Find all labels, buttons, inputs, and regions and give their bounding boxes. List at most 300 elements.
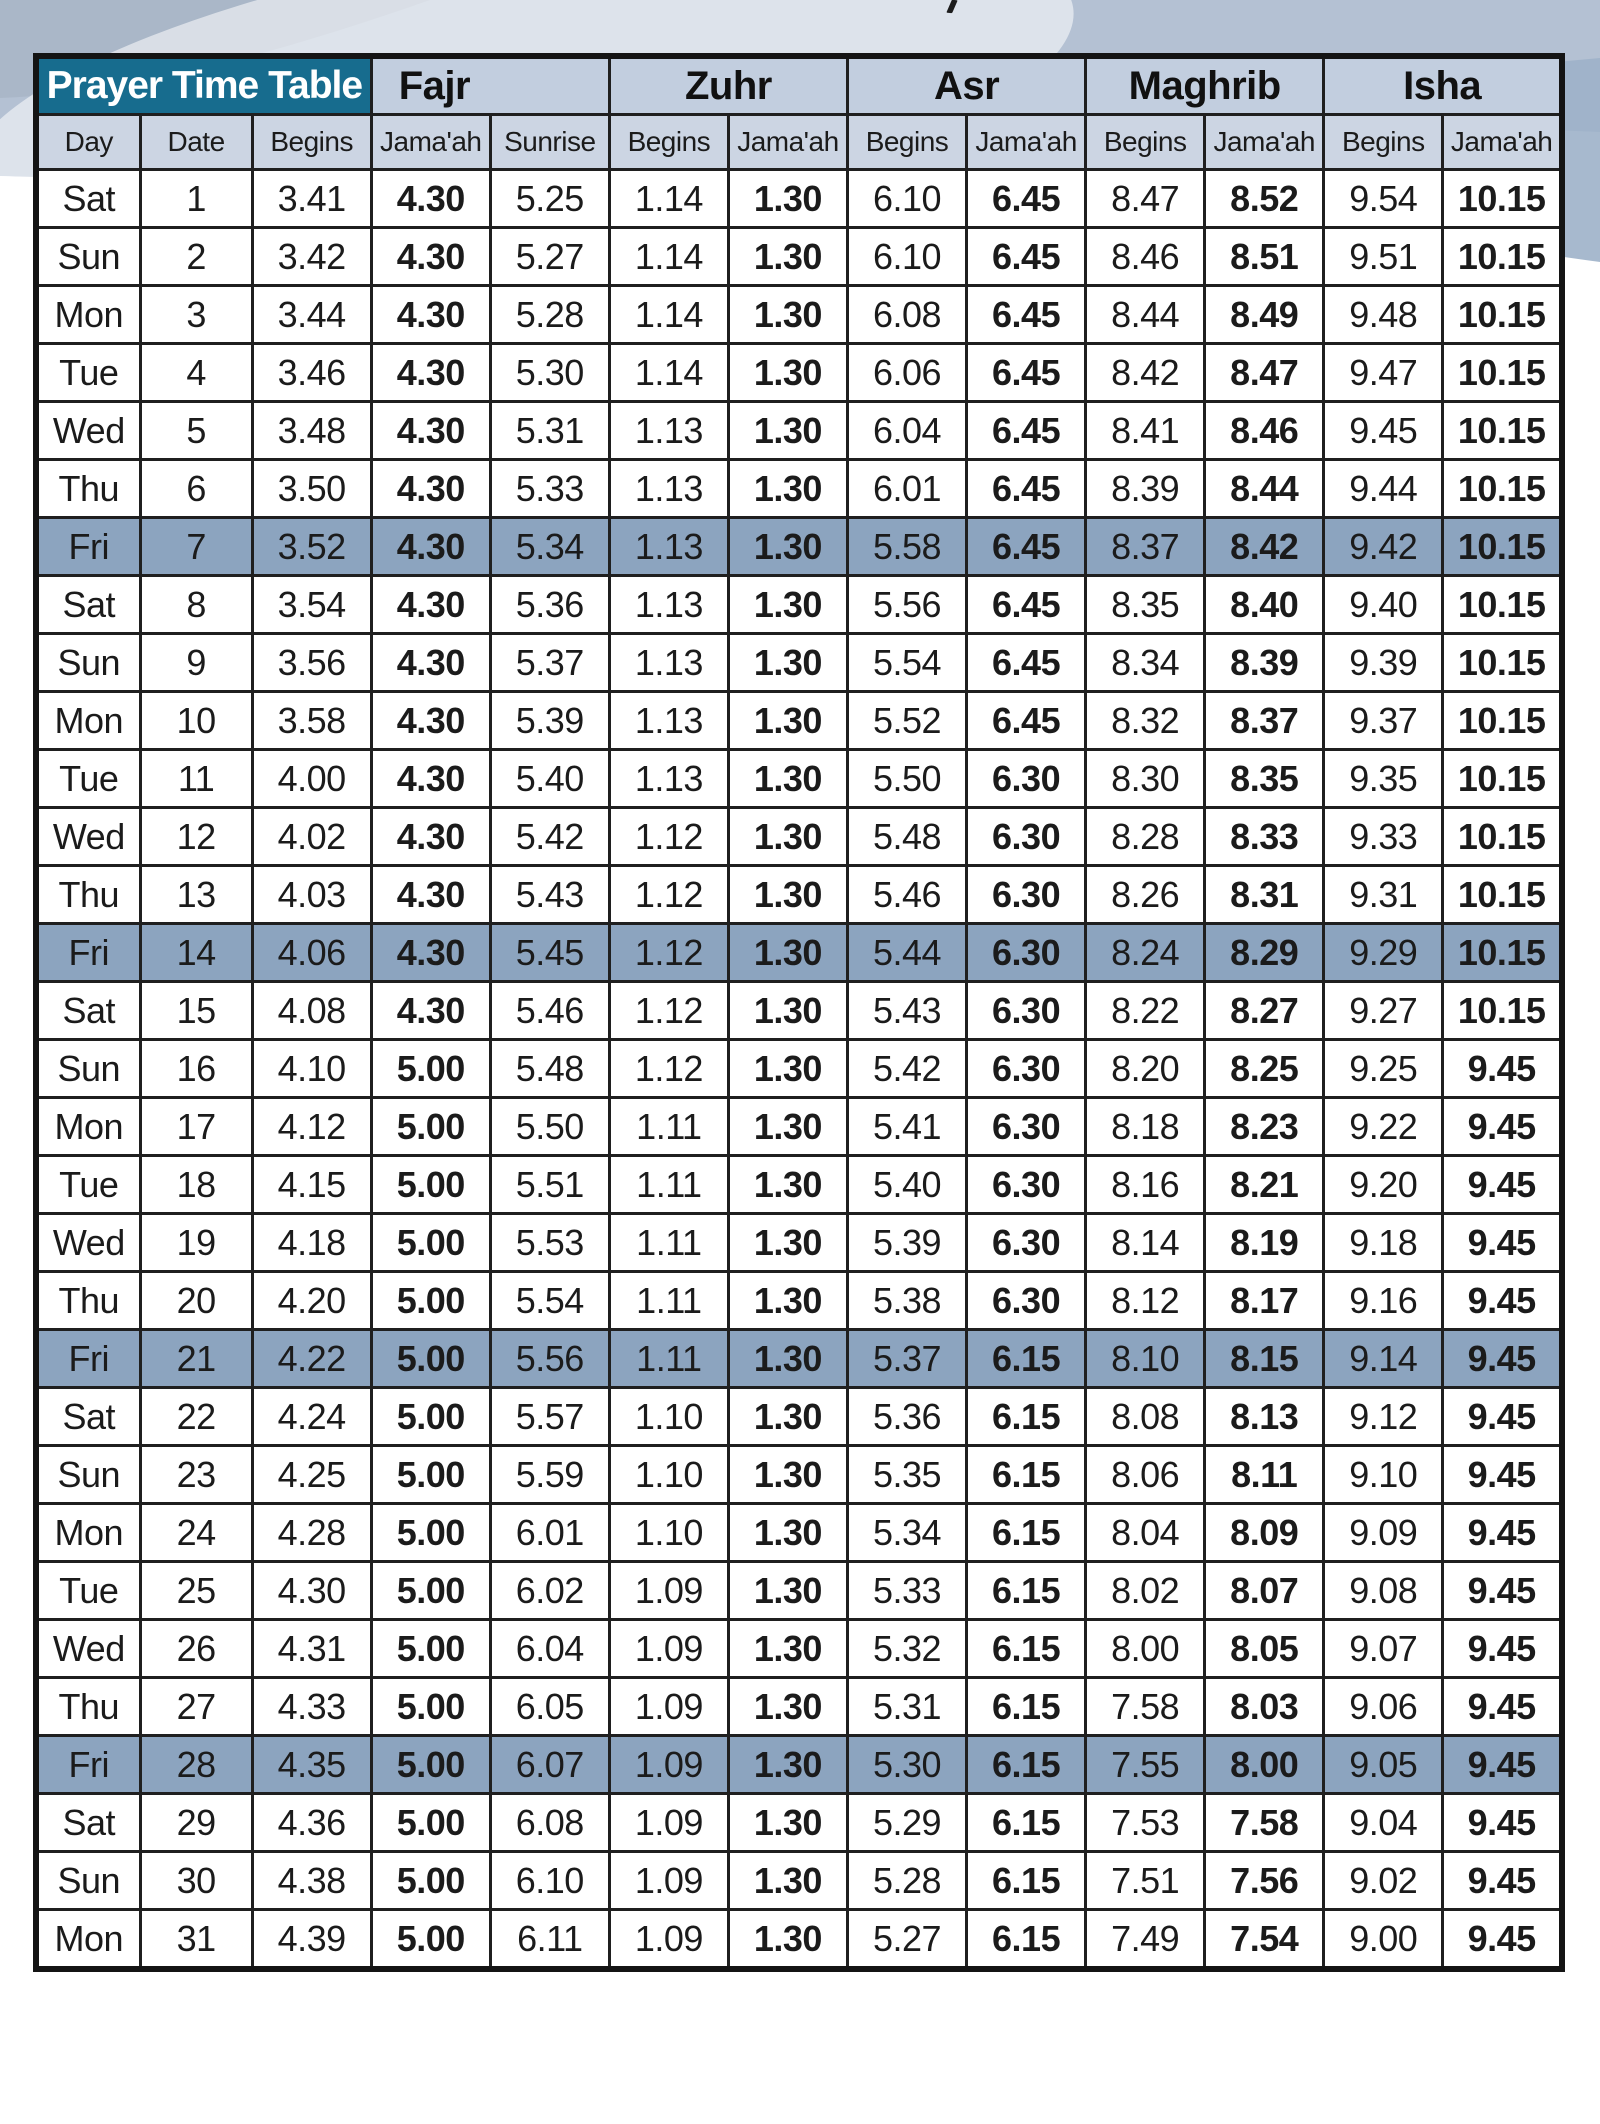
time-cell: 8.51 [1205, 228, 1324, 286]
time-cell: 10.15 [1443, 170, 1562, 228]
time-cell: 1.30 [728, 1620, 847, 1678]
date-cell: 15 [140, 982, 252, 1040]
time-cell: 5.52 [847, 692, 966, 750]
time-cell: 8.16 [1086, 1156, 1205, 1214]
time-cell: 6.45 [967, 402, 1086, 460]
table-row [36, 1504, 1562, 1562]
time-cell: 9.44 [1324, 460, 1443, 518]
time-cell: 1.30 [728, 1272, 847, 1330]
table-row [36, 1852, 1562, 1910]
time-cell: 1.30 [728, 1910, 847, 1970]
time-cell: 9.27 [1324, 982, 1443, 1040]
time-cell: 5.33 [490, 460, 609, 518]
time-cell: 9.16 [1324, 1272, 1443, 1330]
date-cell: 27 [140, 1678, 252, 1736]
time-cell: 9.45 [1443, 1562, 1562, 1620]
time-cell: 3.44 [252, 286, 371, 344]
time-cell: 1.30 [728, 1504, 847, 1562]
date-cell: 9 [140, 634, 252, 692]
time-cell: 10.15 [1443, 344, 1562, 402]
time-cell: 5.56 [847, 576, 966, 634]
time-cell: 4.38 [252, 1852, 371, 1910]
date-cell: 17 [140, 1098, 252, 1156]
day-cell: Wed [36, 402, 140, 460]
time-cell: 8.37 [1086, 518, 1205, 576]
time-cell: 7.58 [1205, 1794, 1324, 1852]
time-cell: 4.31 [252, 1620, 371, 1678]
day-cell: Sat [36, 1794, 140, 1852]
time-cell: 1.11 [609, 1098, 728, 1156]
time-cell: 8.40 [1205, 576, 1324, 634]
time-cell: 4.30 [371, 460, 490, 518]
time-cell: 5.00 [371, 1678, 490, 1736]
time-cell: 4.15 [252, 1156, 371, 1214]
time-cell: 1.09 [609, 1736, 728, 1794]
time-cell: 5.50 [490, 1098, 609, 1156]
day-cell: Fri [36, 1736, 140, 1794]
time-cell: 10.15 [1443, 460, 1562, 518]
time-cell: 1.30 [728, 924, 847, 982]
time-cell: 5.33 [847, 1562, 966, 1620]
time-cell: 6.11 [490, 1910, 609, 1970]
day-cell: Fri [36, 1330, 140, 1388]
column-header-day-0: Day [36, 115, 140, 170]
column-header-begins-11: Begins [1324, 115, 1443, 170]
time-cell: 5.43 [847, 982, 966, 1040]
time-cell: 8.03 [1205, 1678, 1324, 1736]
time-cell: 1.14 [609, 344, 728, 402]
time-cell: 5.46 [490, 982, 609, 1040]
day-cell: Mon [36, 286, 140, 344]
time-cell: 5.45 [490, 924, 609, 982]
time-cell: 5.00 [371, 1504, 490, 1562]
time-cell: 1.30 [728, 750, 847, 808]
time-cell: 6.10 [490, 1852, 609, 1910]
time-cell: 5.34 [847, 1504, 966, 1562]
time-cell: 3.50 [252, 460, 371, 518]
time-cell: 9.45 [1443, 1910, 1562, 1970]
time-cell: 1.14 [609, 286, 728, 344]
table-row [36, 1330, 1562, 1388]
time-cell: 4.36 [252, 1794, 371, 1852]
time-cell: 1.10 [609, 1504, 728, 1562]
time-cell: 5.00 [371, 1156, 490, 1214]
time-cell: 10.15 [1443, 634, 1562, 692]
date-cell: 22 [140, 1388, 252, 1446]
time-cell: 6.01 [490, 1504, 609, 1562]
time-cell: 4.30 [371, 750, 490, 808]
time-cell: 6.07 [490, 1736, 609, 1794]
time-cell: 7.49 [1086, 1910, 1205, 1970]
time-cell: 5.00 [371, 1620, 490, 1678]
time-cell: 1.30 [728, 808, 847, 866]
page-title: Prayer Time Table [36, 56, 371, 115]
table-row [36, 982, 1562, 1040]
column-header-sunrise-4: Sunrise [490, 115, 609, 170]
day-cell: Sat [36, 576, 140, 634]
time-cell: 4.30 [252, 1562, 371, 1620]
time-cell: 4.03 [252, 866, 371, 924]
table-row [36, 402, 1562, 460]
time-cell: 1.30 [728, 228, 847, 286]
time-cell: 5.00 [371, 1214, 490, 1272]
time-cell: 1.30 [728, 286, 847, 344]
time-cell: 9.04 [1324, 1794, 1443, 1852]
day-cell: Fri [36, 924, 140, 982]
day-cell: Thu [36, 1272, 140, 1330]
time-cell: 5.44 [847, 924, 966, 982]
time-cell: 9.02 [1324, 1852, 1443, 1910]
time-cell: 1.30 [728, 1736, 847, 1794]
time-cell: 5.29 [847, 1794, 966, 1852]
time-cell: 8.12 [1086, 1272, 1205, 1330]
time-cell: 5.40 [847, 1156, 966, 1214]
table-row [36, 576, 1562, 634]
day-cell: Sun [36, 1852, 140, 1910]
date-cell: 8 [140, 576, 252, 634]
table-row [36, 286, 1562, 344]
time-cell: 3.46 [252, 344, 371, 402]
time-cell: 1.30 [728, 982, 847, 1040]
time-cell: 6.30 [967, 750, 1086, 808]
time-cell: 6.08 [847, 286, 966, 344]
time-cell: 8.21 [1205, 1156, 1324, 1214]
time-cell: 1.13 [609, 460, 728, 518]
time-cell: 9.40 [1324, 576, 1443, 634]
time-cell: 4.30 [371, 576, 490, 634]
time-cell: 6.06 [847, 344, 966, 402]
time-cell: 1.30 [728, 518, 847, 576]
time-cell: 1.30 [728, 402, 847, 460]
date-cell: 31 [140, 1910, 252, 1970]
date-cell: 28 [140, 1736, 252, 1794]
time-cell: 8.35 [1205, 750, 1324, 808]
time-cell: 5.30 [847, 1736, 966, 1794]
time-cell: 5.00 [371, 1562, 490, 1620]
time-cell: 8.33 [1205, 808, 1324, 866]
time-cell: 1.10 [609, 1388, 728, 1446]
column-header-jamaah-10: Jama'ah [1205, 115, 1324, 170]
day-cell: Sun [36, 228, 140, 286]
prayer-time-table [33, 53, 1565, 1972]
time-cell: 9.14 [1324, 1330, 1443, 1388]
time-cell: 8.28 [1086, 808, 1205, 866]
column-header-date-1: Date [140, 115, 252, 170]
day-cell: Mon [36, 692, 140, 750]
day-cell: Tue [36, 1156, 140, 1214]
day-cell: Tue [36, 750, 140, 808]
time-cell: 5.00 [371, 1852, 490, 1910]
table-row [36, 1620, 1562, 1678]
time-cell: 9.51 [1324, 228, 1443, 286]
day-cell: Sat [36, 982, 140, 1040]
time-cell: 1.12 [609, 924, 728, 982]
time-cell: 3.42 [252, 228, 371, 286]
time-cell: 8.20 [1086, 1040, 1205, 1098]
time-cell: 3.48 [252, 402, 371, 460]
time-cell: 6.45 [967, 576, 1086, 634]
time-cell: 10.15 [1443, 402, 1562, 460]
time-cell: 1.30 [728, 1388, 847, 1446]
day-cell: Wed [36, 1214, 140, 1272]
time-cell: 4.12 [252, 1098, 371, 1156]
day-cell: Thu [36, 866, 140, 924]
time-cell: 10.15 [1443, 576, 1562, 634]
time-cell: 6.30 [967, 808, 1086, 866]
time-cell: 8.41 [1086, 402, 1205, 460]
time-cell: 5.00 [371, 1040, 490, 1098]
time-cell: 1.14 [609, 228, 728, 286]
date-cell: 3 [140, 286, 252, 344]
time-cell: 6.45 [967, 518, 1086, 576]
time-cell: 6.15 [967, 1620, 1086, 1678]
time-cell: 1.30 [728, 634, 847, 692]
time-cell: 9.45 [1443, 1794, 1562, 1852]
time-cell: 8.02 [1086, 1562, 1205, 1620]
time-cell: 4.10 [252, 1040, 371, 1098]
date-cell: 11 [140, 750, 252, 808]
day-cell: Wed [36, 808, 140, 866]
time-cell: 1.12 [609, 808, 728, 866]
date-cell: 23 [140, 1446, 252, 1504]
time-cell: 6.04 [490, 1620, 609, 1678]
time-cell: 8.31 [1205, 866, 1324, 924]
time-cell: 10.15 [1443, 924, 1562, 982]
time-cell: 9.31 [1324, 866, 1443, 924]
table-row [36, 692, 1562, 750]
time-cell: 6.30 [967, 1156, 1086, 1214]
time-cell: 1.11 [609, 1214, 728, 1272]
time-cell: 4.30 [371, 808, 490, 866]
time-cell: 1.30 [728, 1330, 847, 1388]
table-row [36, 1910, 1562, 1970]
date-cell: 5 [140, 402, 252, 460]
time-cell: 4.30 [371, 982, 490, 1040]
time-cell: 8.32 [1086, 692, 1205, 750]
time-cell: 7.56 [1205, 1852, 1324, 1910]
time-cell: 8.44 [1086, 286, 1205, 344]
time-cell: 8.09 [1205, 1504, 1324, 1562]
time-cell: 6.15 [967, 1446, 1086, 1504]
date-cell: 24 [140, 1504, 252, 1562]
time-cell: 5.31 [490, 402, 609, 460]
time-cell: 9.10 [1324, 1446, 1443, 1504]
time-cell: 9.54 [1324, 170, 1443, 228]
time-cell: 1.09 [609, 1620, 728, 1678]
time-cell: 4.30 [371, 170, 490, 228]
time-cell: 1.30 [728, 1214, 847, 1272]
day-cell: Tue [36, 344, 140, 402]
time-cell: 1.30 [728, 866, 847, 924]
table-row [36, 1214, 1562, 1272]
time-cell: 6.30 [967, 1214, 1086, 1272]
time-cell: 9.08 [1324, 1562, 1443, 1620]
column-header-jamaah-12: Jama'ah [1443, 115, 1562, 170]
time-cell: 6.45 [967, 460, 1086, 518]
time-cell: 6.02 [490, 1562, 609, 1620]
time-cell: 1.13 [609, 518, 728, 576]
day-cell: Mon [36, 1910, 140, 1970]
time-cell: 5.27 [847, 1910, 966, 1970]
prayer-table-body [36, 170, 1562, 1970]
time-cell: 9.42 [1324, 518, 1443, 576]
time-cell: 1.30 [728, 692, 847, 750]
day-cell: Sat [36, 170, 140, 228]
time-cell: 6.45 [967, 170, 1086, 228]
time-cell: 7.54 [1205, 1910, 1324, 1970]
time-cell: 5.59 [490, 1446, 609, 1504]
time-cell: 9.06 [1324, 1678, 1443, 1736]
date-cell: 13 [140, 866, 252, 924]
time-cell: 3.56 [252, 634, 371, 692]
time-cell: 6.45 [967, 692, 1086, 750]
table-row [36, 1098, 1562, 1156]
table-row [36, 866, 1562, 924]
time-cell: 6.15 [967, 1736, 1086, 1794]
time-cell: 4.22 [252, 1330, 371, 1388]
date-cell: 7 [140, 518, 252, 576]
column-header-begins-7: Begins [847, 115, 966, 170]
time-cell: 10.15 [1443, 982, 1562, 1040]
time-cell: 9.48 [1324, 286, 1443, 344]
time-cell: 9.47 [1324, 344, 1443, 402]
time-cell: 6.45 [967, 286, 1086, 344]
time-cell: 5.35 [847, 1446, 966, 1504]
time-cell: 5.36 [847, 1388, 966, 1446]
time-cell: 8.37 [1205, 692, 1324, 750]
time-cell: 9.45 [1443, 1156, 1562, 1214]
time-cell: 3.58 [252, 692, 371, 750]
time-cell: 5.27 [490, 228, 609, 286]
date-cell: 30 [140, 1852, 252, 1910]
time-cell: 8.39 [1086, 460, 1205, 518]
time-cell: 1.13 [609, 576, 728, 634]
time-cell: 1.13 [609, 750, 728, 808]
time-cell: 9.45 [1443, 1388, 1562, 1446]
time-cell: 8.25 [1205, 1040, 1324, 1098]
time-cell: 8.14 [1086, 1214, 1205, 1272]
time-cell: 5.57 [490, 1388, 609, 1446]
date-cell: 2 [140, 228, 252, 286]
time-cell: 4.30 [371, 344, 490, 402]
table-row [36, 170, 1562, 228]
day-cell: Thu [36, 1678, 140, 1736]
date-cell: 25 [140, 1562, 252, 1620]
time-cell: 8.44 [1205, 460, 1324, 518]
time-cell: 1.30 [728, 1040, 847, 1098]
table-row [36, 634, 1562, 692]
time-cell: 6.30 [967, 1272, 1086, 1330]
day-cell: Tue [36, 1562, 140, 1620]
group-header-row [36, 56, 1562, 115]
time-cell: 5.00 [371, 1736, 490, 1794]
time-cell: 8.17 [1205, 1272, 1324, 1330]
time-cell: 4.18 [252, 1214, 371, 1272]
time-cell: 4.30 [371, 692, 490, 750]
time-cell: 1.30 [728, 1446, 847, 1504]
time-cell: 9.12 [1324, 1388, 1443, 1446]
time-cell: 5.00 [371, 1446, 490, 1504]
time-cell: 9.45 [1443, 1504, 1562, 1562]
time-cell: 8.46 [1205, 402, 1324, 460]
time-cell: 8.18 [1086, 1098, 1205, 1156]
time-cell: 4.25 [252, 1446, 371, 1504]
time-cell: 1.11 [609, 1156, 728, 1214]
time-cell: 5.38 [847, 1272, 966, 1330]
time-cell: 6.15 [967, 1794, 1086, 1852]
time-cell: 8.30 [1086, 750, 1205, 808]
table-row [36, 518, 1562, 576]
time-cell: 10.15 [1443, 518, 1562, 576]
table-row [36, 1040, 1562, 1098]
time-cell: 9.45 [1443, 1214, 1562, 1272]
time-cell: 6.30 [967, 982, 1086, 1040]
time-cell: 7.53 [1086, 1794, 1205, 1852]
time-cell: 4.06 [252, 924, 371, 982]
date-cell: 21 [140, 1330, 252, 1388]
time-cell: 5.58 [847, 518, 966, 576]
time-cell: 6.30 [967, 924, 1086, 982]
time-cell: 5.39 [847, 1214, 966, 1272]
column-header-begins-5: Begins [609, 115, 728, 170]
time-cell: 6.15 [967, 1388, 1086, 1446]
time-cell: 5.51 [490, 1156, 609, 1214]
time-cell: 4.30 [371, 634, 490, 692]
time-cell: 8.19 [1205, 1214, 1324, 1272]
day-cell: Sun [36, 634, 140, 692]
time-cell: 6.08 [490, 1794, 609, 1852]
time-cell: 6.45 [967, 634, 1086, 692]
time-cell: 1.30 [728, 170, 847, 228]
group-header-zuhr: Zuhr [609, 56, 847, 115]
time-cell: 6.30 [967, 866, 1086, 924]
time-cell: 6.10 [847, 170, 966, 228]
table-row [36, 228, 1562, 286]
time-cell: 1.09 [609, 1794, 728, 1852]
time-cell: 9.33 [1324, 808, 1443, 866]
time-cell: 8.34 [1086, 634, 1205, 692]
time-cell: 5.28 [490, 286, 609, 344]
time-cell: 9.45 [1443, 1852, 1562, 1910]
time-cell: 5.34 [490, 518, 609, 576]
time-cell: 9.45 [1443, 1330, 1562, 1388]
time-cell: 10.15 [1443, 750, 1562, 808]
time-cell: 5.56 [490, 1330, 609, 1388]
time-cell: 4.30 [371, 402, 490, 460]
time-cell: 4.30 [371, 228, 490, 286]
time-cell: 6.05 [490, 1678, 609, 1736]
time-cell: 6.04 [847, 402, 966, 460]
date-cell: 1 [140, 170, 252, 228]
date-cell: 26 [140, 1620, 252, 1678]
day-cell: Fri [36, 518, 140, 576]
time-cell: 8.35 [1086, 576, 1205, 634]
time-cell: 8.06 [1086, 1446, 1205, 1504]
time-cell: 6.30 [967, 1040, 1086, 1098]
time-cell: 8.00 [1086, 1620, 1205, 1678]
time-cell: 5.53 [490, 1214, 609, 1272]
column-header-begins-2: Begins [252, 115, 371, 170]
time-cell: 5.50 [847, 750, 966, 808]
time-cell: 6.15 [967, 1562, 1086, 1620]
time-cell: 3.52 [252, 518, 371, 576]
time-cell: 10.15 [1443, 808, 1562, 866]
table-row [36, 1794, 1562, 1852]
time-cell: 5.37 [847, 1330, 966, 1388]
time-cell: 5.48 [847, 808, 966, 866]
time-cell: 1.13 [609, 634, 728, 692]
table-row [36, 750, 1562, 808]
